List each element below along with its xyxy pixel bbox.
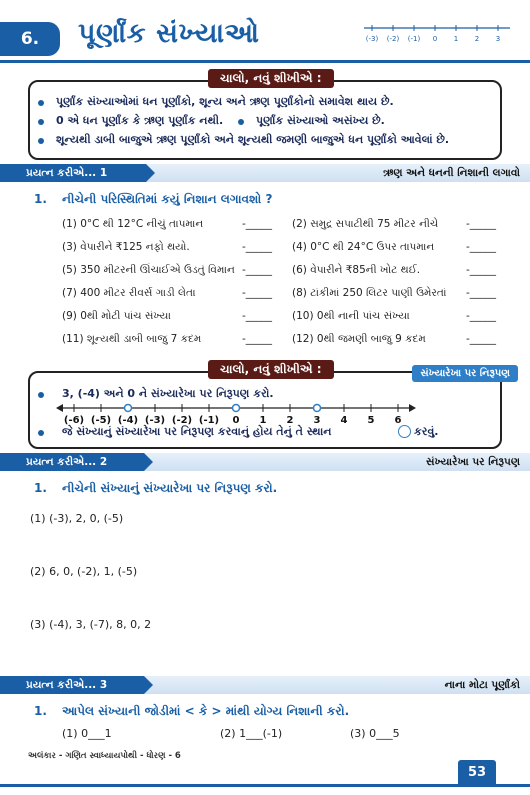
numberline-bullet-2-end: કરવું. [414, 425, 439, 438]
mini-tick-label: 2 [474, 35, 480, 43]
numberline-label: 1 [259, 415, 267, 425]
numberline-label: 4 [340, 415, 348, 425]
numberline-label: (-2) [171, 415, 193, 425]
sign-blank[interactable]: -_____ [466, 310, 497, 322]
footer-rule [0, 784, 530, 787]
sign-blank[interactable]: -_____ [242, 264, 273, 276]
exercise-item-3: (3) (-4), 3, (-7), 8, 0, 2 [30, 618, 152, 631]
numberline-bullet-2: જે સંખ્યાનું સંખ્યારેખા પર નિરૂપણ કરવાનું હોય તેનું તે સ્થાન [62, 425, 332, 438]
sign-blank[interactable]: -_____ [242, 218, 273, 230]
learn-label-1: ચાલો, નવું શીખીએ : [208, 69, 334, 88]
question-number: 1. [34, 192, 47, 206]
mini-tick-label: 0 [432, 35, 438, 43]
question-text: નીચેની સંખ્યાનું સંખ્યારેખા પર નિરૂપણ કરો. [62, 481, 278, 495]
practice-tag-2: પ્રયત્ન કરીએ... 2 [0, 453, 144, 471]
mini-tick-label: 1 [453, 35, 459, 43]
bullet-dot [38, 100, 44, 106]
bullet-dot [38, 392, 44, 398]
situation-item: (3) વેપારીને ₹125 નફો થયો. [62, 241, 190, 253]
situation-item: (10) 0થી નાની પાંચ સંખ્યા [292, 310, 410, 322]
situation-item: (1) 0°C થી 12°C નીચું તાપમાન [62, 218, 204, 230]
question-number: 1. [34, 704, 47, 718]
numberline-label: 3 [313, 415, 321, 425]
numberline-label: 0 [232, 415, 240, 425]
sign-blank[interactable]: -_____ [466, 218, 497, 230]
numberline-label: (-6) [63, 415, 85, 425]
numberline-label: 5 [367, 415, 375, 425]
marked-point [314, 405, 321, 412]
mini-tick-label: (-2) [386, 35, 400, 43]
bullet-dot [38, 138, 44, 144]
sign-blank[interactable]: -_____ [466, 287, 497, 299]
question-text: નીચેની પરિસ્થિતિમાં કયું નિશાન લગાવશો ? [62, 192, 273, 206]
page-number: 53 [458, 760, 496, 786]
situation-item: (8) ટાંકીમાં 250 લિટર પાણી ઉમેરતાં [292, 287, 447, 299]
compare-item-3: (3) 0___5 [350, 727, 400, 740]
chapter-title: પૂર્ણાંક સંખ્યાઓ [78, 18, 260, 49]
situation-item: (6) વેપારીને ₹85ની ખોટ થઈ. [292, 264, 421, 276]
numberline-label: (-1) [198, 415, 220, 425]
sign-blank[interactable]: -_____ [242, 241, 273, 253]
marked-point [125, 405, 132, 412]
practice-topic-1: ઋણ અને ધનની નિશાની લગાવો [383, 167, 520, 179]
situation-item: (2) સમુદ્ર સપાટીથી 75 મીટર નીચે [292, 218, 439, 230]
learn-bullet-3: પૂર્ણાંક સંખ્યાઓ અસંખ્ય છે. [256, 114, 385, 127]
sign-blank[interactable]: -_____ [466, 264, 497, 276]
numberline-label: 6 [394, 415, 402, 425]
bullet-dot [38, 430, 44, 436]
compare-item-2: (2) 1___(-1) [220, 727, 283, 740]
situation-item: (7) 400 મીટર રીવર્સ ગાડી લેતા [62, 287, 196, 299]
mini-number-line [362, 20, 512, 44]
circle-icon [398, 425, 411, 438]
learn-label-2: ચાલો, નવું શીખીએ : [208, 360, 334, 379]
learn-bullet-4: શૂન્યથી ડાબી બાજુએ ઋણ પૂર્ણાંકો અને શૂન્યથી જમણી બાજુએ ધન પૂર્ણાંકો આવેલાં છે. [56, 133, 450, 146]
question-number: 1. [34, 481, 47, 495]
situation-item: (12) 0થી જમણી બાજુ 9 કદમ [292, 333, 426, 345]
question-text: આપેલ સંખ્યાની જોડીમાં < કે > માંથી યોગ્ય નિશાની કરો. [62, 704, 350, 718]
exercise-item-2: (2) 6, 0, (-2), 1, (-5) [30, 565, 138, 578]
bullet-dot [38, 119, 44, 125]
mini-tick-label: (-1) [407, 35, 421, 43]
sign-blank[interactable]: -_____ [242, 310, 273, 322]
practice-tag-3: પ્રયત્ન કરીએ... 3 [0, 676, 144, 694]
sign-blank[interactable]: -_____ [242, 287, 273, 299]
numberline-label: (-5) [90, 415, 112, 425]
bullet-dot [238, 119, 244, 125]
exercise-item-1: (1) (-3), 2, 0, (-5) [30, 512, 124, 525]
sign-blank[interactable]: -_____ [466, 241, 497, 253]
number-line [56, 401, 416, 425]
mini-tick-label: (-3) [365, 35, 379, 43]
mini-tick-label: 3 [495, 35, 501, 43]
numberline-topic-tag: સંખ્યારેખા પર નિરૂપણ [412, 365, 518, 382]
sign-blank[interactable]: -_____ [242, 333, 273, 345]
chapter-number: 6. [0, 22, 60, 56]
title-rule [0, 60, 530, 63]
numberline-bullet-1: 3, (-4) અને 0 ને સંખ્યારેખા પર નિરૂપણ કરો. [62, 387, 274, 400]
situation-item: (4) 0°C થી 24°C ઉપર તાપમાન [292, 241, 435, 253]
practice-topic-2: સંખ્યારેખા પર નિરૂપણ [426, 456, 520, 468]
marked-point [233, 405, 240, 412]
situation-item: (5) 350 મીટરની ઊંચાઈએ ઉડતું વિમાન [62, 264, 235, 276]
footer-text: અલંકાર - ગણિત સ્વાધ્યાયપોથી - ધોરણ - 6 [28, 751, 181, 761]
compare-item-1: (1) 0___1 [62, 727, 112, 740]
practice-topic-3: નાના મોટા પૂર્ણાંકો [444, 679, 520, 691]
numberline-label: (-4) [117, 415, 139, 425]
learn-bullet-1: પૂર્ણાંક સંખ્યાઓમાં ધન પૂર્ણાંકો, શૂન્ય અને ઋણ પૂર્ણાંકોનો સમાવેશ થાય છે. [56, 95, 394, 108]
numberline-label: 2 [286, 415, 294, 425]
learn-bullet-2: 0 એ ધન પૂર્ણાંક કે ઋણ પૂર્ણાંક નથી. [56, 114, 224, 127]
situation-item: (9) 0થી મોટી પાંચ સંખ્યા [62, 310, 171, 322]
sign-blank[interactable]: -_____ [466, 333, 497, 345]
numberline-label: (-3) [144, 415, 166, 425]
practice-tag-1: પ્રયત્ન કરીએ... 1 [0, 164, 146, 182]
situation-item: (11) શૂન્યથી ડાબી બાજુ 7 કદમ [62, 333, 202, 345]
